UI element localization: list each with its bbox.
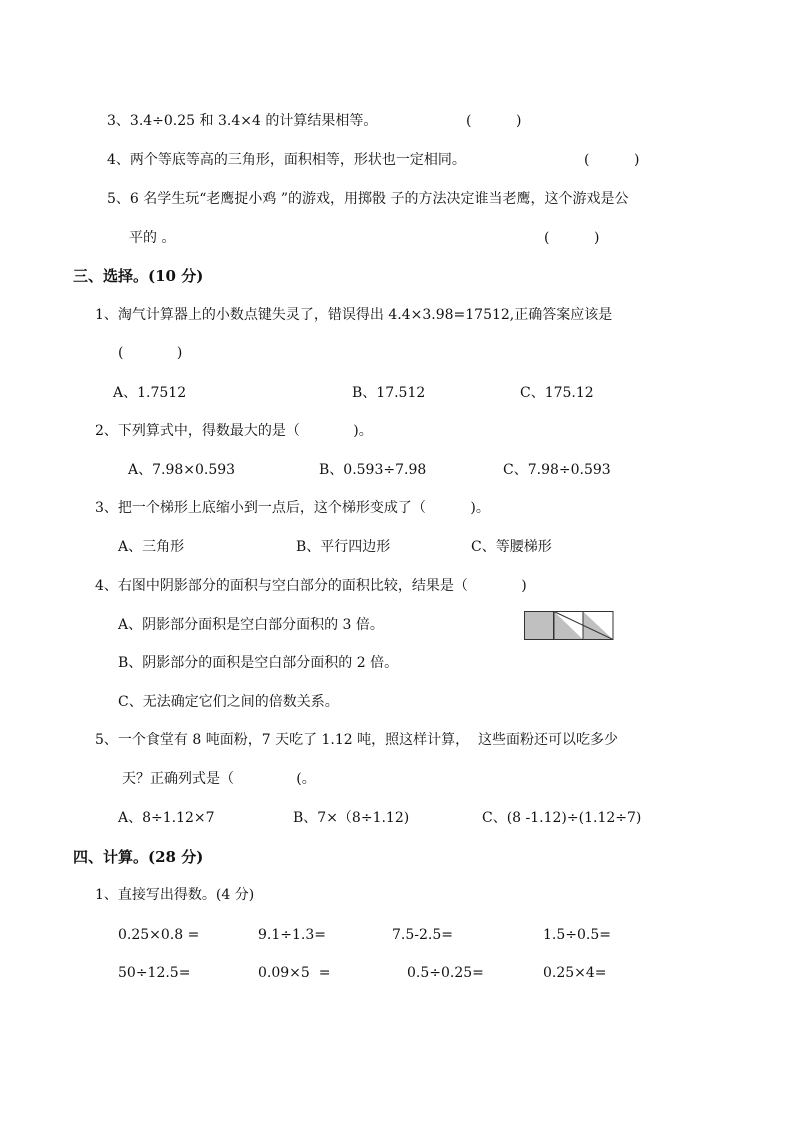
judge-q3-answer-paren[interactable]: ( ) <box>466 113 522 129</box>
choice-q4-option-b[interactable]: B、阴影部分的面积是空白部分面积的 2 倍。 <box>118 655 399 671</box>
choice-q1-text: 1、淘气计算器上的小数点键失灵了，错误得出 4.4×3.98=17512,正确答案应该是 <box>95 307 613 323</box>
judge-q5-text-line1: 5、6 名学生玩“老鹰捉小鸡 ”的游戏，用掷骰 子的方法决定谁当老鹰，这个游戏是公 <box>107 191 629 207</box>
section3-title: 三、选择。(10 分) <box>73 267 204 285</box>
choice-q3-option-a[interactable]: A、三角形 <box>118 539 185 555</box>
judge-q4-answer-paren[interactable]: ( ) <box>584 152 640 168</box>
choice-q4-option-a[interactable]: A、阴影部分面积是空白部分面积的 3 倍。 <box>118 617 384 633</box>
choice-q4-text: 4、右图中阴影部分的面积与空白部分的面积比较，结果是（ ) <box>95 578 527 594</box>
choice-q5-text-line1: 5、一个食堂有 8 吨面粉，7 天吃了 1.12 吨，照这样计算， 这些面粉还可以吃多少 <box>95 732 619 748</box>
calc-row1-item2: 9.1÷1.3= <box>258 927 326 943</box>
calc-row1-item4: 1.5÷0.5= <box>543 927 611 943</box>
choice-q1-option-a[interactable]: A、1.7512 <box>113 385 187 401</box>
section4-title: 四、计算。(28 分) <box>73 848 204 866</box>
choice-q2-option-a[interactable]: A、7.98×0.593 <box>128 462 236 478</box>
figure-right-shaded-triangle <box>583 612 613 640</box>
choice-q2-text: 2、下列算式中，得数最大的是（ )。 <box>95 423 373 439</box>
judge-q5-answer-paren[interactable]: ( ) <box>544 230 600 246</box>
calc-q1-title: 1、直接写出得数。(4 分) <box>95 887 255 903</box>
calc-row2-item4: 0.25×4= <box>543 965 607 981</box>
choice-q2-option-c[interactable]: C、7.98÷0.593 <box>503 462 611 478</box>
choice-q5-option-a[interactable]: A、8÷1.12×7 <box>118 810 215 826</box>
choice-q3-option-b[interactable]: B、平行四边形 <box>296 539 391 555</box>
choice-q1-option-c[interactable]: C、175.12 <box>520 385 594 401</box>
choice-q2-option-b[interactable]: B、0.593÷7.98 <box>319 462 427 478</box>
choice-q3-text: 3、把一个梯形上底缩小到一点后，这个梯形变成了（ )。 <box>95 500 490 516</box>
shaded-rectangle-figure <box>524 611 614 641</box>
choice-q5-option-b[interactable]: B、7×（8÷1.12) <box>293 810 410 826</box>
calc-row2-item3: 0.5÷0.25= <box>407 965 484 981</box>
judge-q5-text-line2: 平的 。 <box>129 230 176 246</box>
choice-q1-answer-paren[interactable]: ( ) <box>118 345 183 361</box>
calc-row2-item1: 50÷12.5= <box>118 965 191 981</box>
choice-q5-option-c[interactable]: C、(8 -1.12)÷(1.12÷7) <box>482 810 642 826</box>
calc-row1-item1: 0.25×0.8 = <box>118 927 200 943</box>
judge-q3-text: 3、3.4÷0.25 和 3.4×4 的计算结果相等。 <box>107 113 378 129</box>
calc-row1-item3: 7.5-2.5= <box>392 927 453 943</box>
choice-q5-text-line2: 天？正确列式是（ (。 <box>122 771 316 787</box>
figure-left-shaded-square <box>525 612 554 640</box>
choice-q3-option-c[interactable]: C、等腰梯形 <box>471 539 552 555</box>
choice-q1-option-b[interactable]: B、17.512 <box>352 385 426 401</box>
choice-q4-option-c[interactable]: C、无法确定它们之间的倍数关系。 <box>118 694 339 710</box>
calc-row2-item2: 0.09×5 = <box>258 965 331 981</box>
judge-q4-text: 4、两个等底等高的三角形，面积相等，形状也一定相同。 <box>107 152 466 168</box>
